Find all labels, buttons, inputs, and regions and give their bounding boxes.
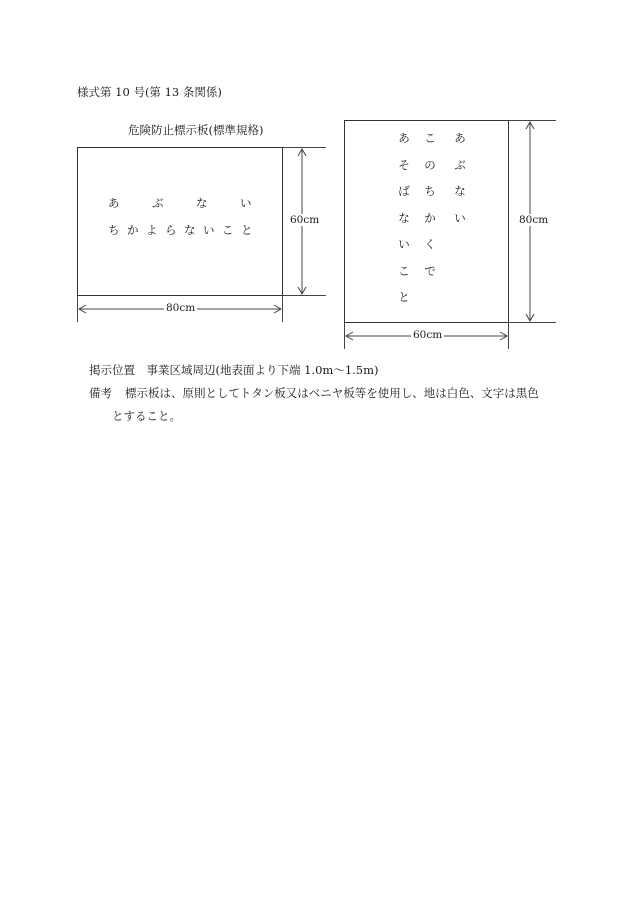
remarks-text-line1: 標示板は、原則としてトタン板又はベニヤ板等を使用し、地は白色、文字は黒色 <box>125 386 539 400</box>
sign-char: な <box>184 223 196 237</box>
sign-char: く <box>424 237 436 251</box>
sign-char: あ <box>454 131 466 145</box>
sign-char: ぶ <box>454 157 466 172</box>
remarks-text-line2: とすること。 <box>112 409 181 423</box>
width-label: 80cm <box>166 302 196 314</box>
height-label: 80cm <box>519 214 549 226</box>
posting-location-note: 掲示位置 事業区域周辺(地表面より下端 1.0m～1.5m) <box>89 363 379 377</box>
sign-char: い <box>240 196 252 210</box>
width-extension-right <box>282 296 283 322</box>
vertical-sign-column-2 <box>422 130 438 289</box>
width-extension-right <box>508 323 509 349</box>
sign-char: こ <box>398 263 410 278</box>
sign-char: か <box>424 210 436 225</box>
vertical-sign-column-3 <box>452 130 468 236</box>
sign-char: い <box>203 223 215 237</box>
sign-char: の <box>424 157 436 172</box>
sign-char: と <box>241 223 253 237</box>
width-label: 60cm <box>413 329 443 341</box>
sign-char: ば <box>398 184 410 198</box>
height-extension-bottom <box>509 322 556 323</box>
sign-char: こ <box>222 223 234 237</box>
sign-char: な <box>196 196 208 210</box>
sign-char: か <box>127 223 139 237</box>
sign-char: い <box>398 237 410 251</box>
sign-char: よ <box>146 223 158 237</box>
sign-char: ぶ <box>152 196 164 210</box>
sign-char: な <box>454 184 466 198</box>
sign-char: あ <box>108 196 120 210</box>
sign-char: で <box>424 263 436 278</box>
sign-char: な <box>398 210 410 225</box>
sign-char: ち <box>424 184 436 198</box>
sign-char: い <box>454 210 466 225</box>
vertical-sign-column-1 <box>396 130 412 316</box>
sign-char: こ <box>424 131 436 145</box>
sign-char: と <box>398 290 410 304</box>
height-label: 60cm <box>290 214 320 226</box>
height-extension-bottom <box>283 295 326 296</box>
form-number: 様式第 10 号(第 13 条関係) <box>77 85 222 99</box>
sign-char: ら <box>165 223 177 237</box>
sign-char: そ <box>398 157 410 172</box>
remarks-label: 備考 <box>89 386 112 400</box>
standard-title: 危険防止標示板(標準規格) <box>128 123 264 137</box>
sign-char: あ <box>398 131 410 145</box>
sign-char: ち <box>108 223 120 237</box>
